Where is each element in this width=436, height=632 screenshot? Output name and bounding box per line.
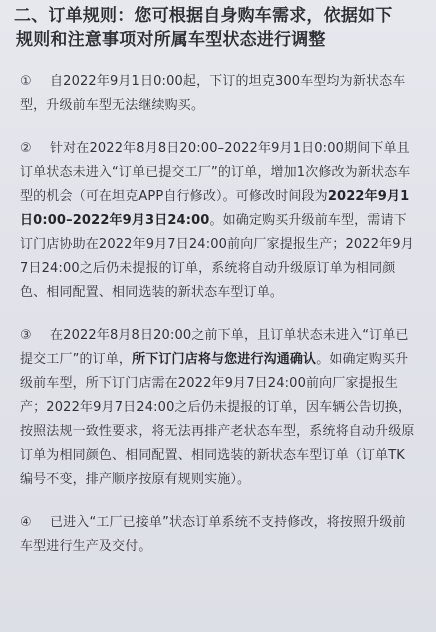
rule-number: ③: [20, 328, 32, 343]
rule-text: 已进入“工厂已接单”状态订单系统不支持修改，将按照升级前车型进行生产及交付。: [20, 515, 406, 554]
rule-text: 。如确定购买升级前车型，所下订门店需在2022年9月7日24:00前向厂家提报生产；2022年9月7日24:00之后仍未提报的订单，因车辆公告切换，按照法规一致性要求，将无法再排产老状态车型，系统将自动升级原订单为相同颜色、相同配置、相同选装的新状态车型订单（订单TK编号不变，排产顺序按原有规则实施）。: [20, 352, 415, 487]
rule-1: [14, 70, 422, 118]
rule-text: 针对在2022年8月8日20:00–2022年9月1日0:00期间下单且订单状态未进入“订单已提交工厂”的订单，增加1次修改为新状态车型的机会（可在坦克APP自行修改）。可修改时间段为: [20, 141, 411, 204]
section-heading: [14, 4, 422, 52]
rule-number: ②: [20, 141, 32, 156]
heading-line-1: 二、订单规则：您可根据自身购车需求，依据如下: [14, 6, 393, 26]
rules-list: [14, 70, 422, 559]
rule-bold-text: 所下订门店将与您进行沟通确认: [132, 352, 317, 367]
rule-text: 自2022年9月1日0:00起，下订的坦克300车型均为新状态车型，升级前车型无法继续购买。: [20, 74, 406, 113]
rule-text: 在2022年8月8日20:00之前下单，且订单状态未进入“订单已提交工厂”的订单，: [20, 328, 409, 367]
rule-2: [14, 137, 422, 305]
rule-3: [14, 324, 422, 492]
rule-bold-text: 2022年9月1日0:00–2022年9月3日24:00: [20, 189, 410, 228]
rule-number: ④: [20, 515, 32, 530]
rule-4: [14, 511, 422, 559]
rule-text: 。如确定购买升级前车型，需请下订门店协助在2022年9月7日24:00前向厂家提报生产；2022年9月7日24:00之后仍未提报的订单，系统将自动升级原订单为相同颜色、相同配置、相同选装的新状态车型订单。: [20, 213, 414, 300]
heading-line-2: 规则和注意事项对所属车型状态进行调整: [16, 30, 326, 50]
rule-number: ①: [20, 74, 32, 89]
